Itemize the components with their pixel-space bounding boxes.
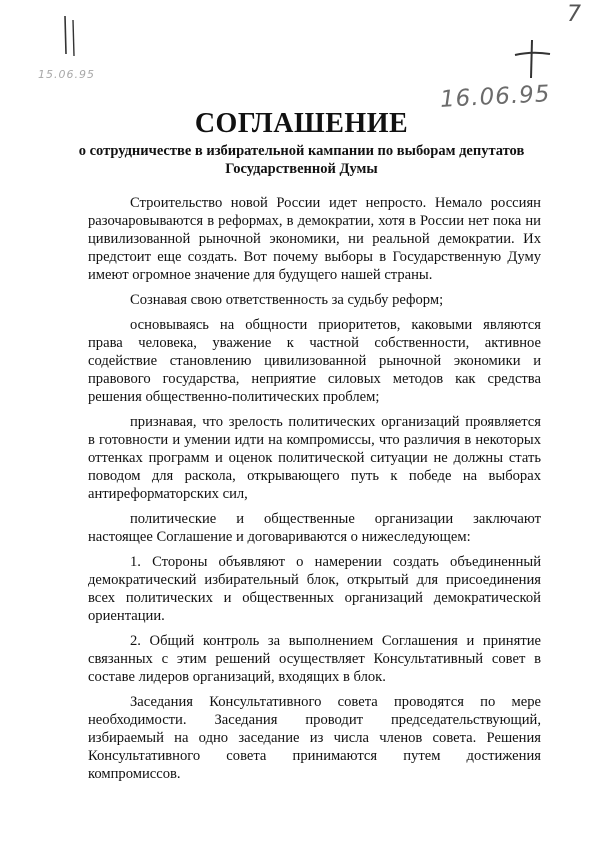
paragraph: 1. Стороны объявляют о намерении создать объединенный демократический избирательный блок, открытый для присоединения всех политических и общественных организаций демократической ориентации.	[88, 554, 541, 624]
document-title: СОГЛАШЕНИЕ	[194, 108, 409, 139]
document-subtitle: о сотрудничестве в избирательной кампании по выборам депутатов Государственной Думы	[78, 143, 525, 177]
handwritten-mark	[60, 14, 80, 58]
paragraph: Сознавая свою ответственность за судьбу реформ;	[130, 292, 444, 308]
paragraph: политические и общественные организации заключают настоящее Соглашение и договариваются о нижеследующем:	[88, 511, 541, 545]
handwritten-cross-mark	[512, 38, 552, 80]
handwritten-date: 16.06.95	[439, 81, 552, 113]
paragraph: Заседания Консультативного совета проводятся по мере необходимости. Заседания проводит председательствующий, избираемый на одно заседание из числа членов совета. Решения Консультативного совета принимаются путем достижения компромиссов.	[88, 694, 541, 782]
faded-stamp: 15.06.95	[38, 68, 95, 81]
document-body	[88, 194, 541, 790]
page-number: 7	[567, 2, 581, 27]
paragraph: Строительство новой России идет непросто. Немало россиян разочаровываются в реформах, в демократии, хотя в России нет пока ни цивилизованной рыночной экономики, ни реальной демократии. Их предстоит еще создать. Вот почему выборы в Государственную Думу имеют огромное значение для будущего нашей страны.	[88, 195, 541, 283]
paragraph: основываясь на общности приоритетов, каковыми являются права человека, уважение к частной собственности, активное содействие становлению цивилизованной рыночной экономики и правового государства, неприятие силовых методов как средства решения общественно-политических проблем;	[88, 317, 541, 405]
paragraph: признавая, что зрелость политических организаций проявляется в готовности и умении идти на компромиссы, что различия в некоторых оттенках программ и оценок политической ситуации не должны стать поводом для раскола, открывающего путь к победе на выборах антиреформаторских сил,	[88, 414, 541, 502]
paragraph: 2. Общий контроль за выполнением Соглашения и принятие связанных с этим решений осуществляет Консультативный совет в составе лидеров организаций, входящих в блок.	[88, 633, 541, 685]
